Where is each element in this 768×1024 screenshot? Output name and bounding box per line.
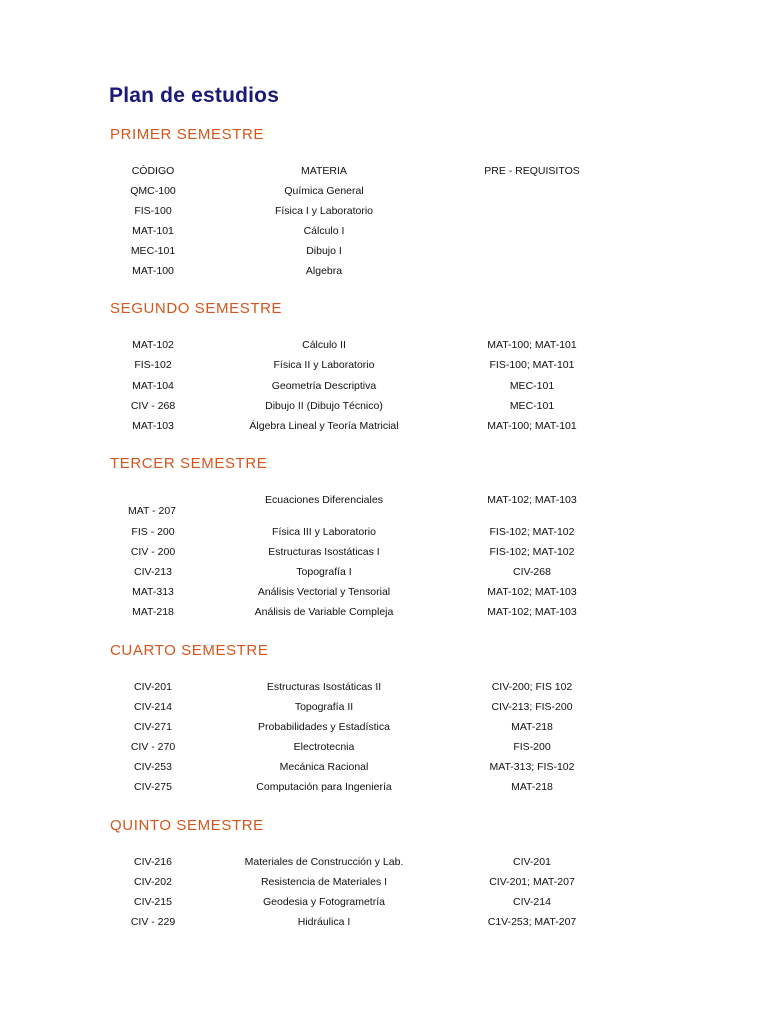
course-code: MEC-101: [130, 245, 176, 257]
course-code: CIV-275: [134, 781, 172, 793]
course-subject: Análisis Vectorial y Tensorial: [257, 586, 391, 598]
course-code: CIV - 200: [130, 546, 176, 558]
course-subject: Física II y Laboratorio: [273, 359, 375, 371]
course-code: CIV-214: [134, 701, 172, 713]
semester-heading: SEGUNDO SEMESTRE: [110, 300, 283, 317]
course-prereq: MEC-101: [509, 380, 555, 392]
course-code: MAT-103: [132, 420, 174, 432]
course-subject: Física III y Laboratorio: [272, 526, 376, 538]
course-code: MAT-100: [132, 265, 174, 277]
page-title: Plan de estudios: [109, 84, 280, 107]
course-subject: Química General: [284, 185, 364, 197]
semester-heading: PRIMER SEMESTRE: [110, 126, 265, 143]
course-prereq: CIV-268: [513, 566, 551, 578]
course-code: CIV - 229: [130, 916, 176, 928]
course-subject: Física I y Laboratorio: [274, 205, 374, 217]
course-subject: Dibujo II (Dibujo Técnico): [265, 400, 383, 412]
semester-heading: CUARTO SEMESTRE: [110, 642, 269, 659]
course-code: CIV-253: [134, 761, 172, 773]
course-code: CIV - 270: [130, 741, 176, 753]
course-subject: Electrotecnia: [293, 741, 355, 753]
course-subject: Materiales de Construcción y Lab.: [244, 856, 404, 868]
course-prereq: CIV-201: [513, 856, 551, 868]
course-subject: Mecánica Racional: [279, 761, 369, 773]
course-subject: Ecuaciones Diferenciales: [265, 494, 383, 506]
course-prereq: MAT-102; MAT-103: [487, 606, 577, 618]
course-subject: Topografía II: [294, 701, 354, 713]
course-prereq: C1V-253; MAT-207: [487, 916, 577, 928]
course-code: CIV-213: [134, 566, 172, 578]
course-subject: Probabilidades y Estadística: [258, 721, 390, 733]
course-code: CIV-271: [134, 721, 172, 733]
course-code: QMC-100: [130, 185, 176, 197]
course-prereq: MAT-100; MAT-101: [487, 420, 577, 432]
course-subject: Resistencia de Materiales I: [260, 876, 388, 888]
course-prereq: MAT-218: [511, 781, 553, 793]
course-code: MAT - 207: [127, 505, 177, 517]
course-prereq: FIS-102; MAT-102: [489, 526, 575, 538]
course-subject: Cálculo I: [303, 225, 345, 237]
course-code: CIV-215: [134, 896, 172, 908]
course-prereq: FIS-102; MAT-102: [489, 546, 575, 558]
course-code: MAT-104: [132, 380, 174, 392]
course-prereq: MAT-102; MAT-103: [487, 586, 577, 598]
course-subject: Álgebra Lineal y Teoría Matricial: [249, 420, 399, 432]
course-prereq: MAT-100; MAT-101: [487, 339, 577, 351]
course-prereq: FIS-200: [513, 741, 551, 753]
course-subject: Estructuras Isostáticas II: [266, 681, 382, 693]
course-code: CIV - 268: [130, 400, 176, 412]
course-subject: Dibujo I: [306, 245, 342, 257]
course-prereq: CIV-201; MAT-207: [489, 876, 575, 888]
column-header-subject: MATERIA: [301, 165, 347, 177]
course-subject: Topografía I: [296, 566, 352, 578]
course-prereq: CIV-200; FIS 102: [491, 681, 573, 693]
course-subject: Algebra: [305, 265, 343, 277]
course-code: FIS-102: [134, 359, 172, 371]
column-header-code: CÓDIGO: [131, 165, 175, 177]
course-code: FIS-100: [134, 205, 172, 217]
course-code: CIV-202: [134, 876, 172, 888]
course-code: MAT-102: [132, 339, 174, 351]
course-prereq: MAT-102; MAT-103: [487, 494, 577, 506]
course-code: MAT-218: [132, 606, 174, 618]
column-header-prereq: PRE - REQUISITOS: [484, 165, 580, 177]
course-prereq: FIS-100; MAT-101: [489, 359, 575, 371]
course-prereq: MAT-218: [511, 721, 553, 733]
course-subject: Análisis de Variable Compleja: [254, 606, 394, 618]
course-subject: Hidráulica I: [297, 916, 351, 928]
course-code: CIV-216: [134, 856, 172, 868]
course-prereq: CIV-214: [513, 896, 551, 908]
course-code: MAT-101: [132, 225, 174, 237]
course-subject: Cálculo II: [302, 339, 346, 351]
course-subject: Estructuras Isostáticas I: [268, 546, 380, 558]
course-prereq: MAT-313; FIS-102: [489, 761, 575, 773]
course-code: CIV-201: [134, 681, 172, 693]
course-code: MAT-313: [132, 586, 174, 598]
course-subject: Geodesia y Fotogrametría: [263, 896, 385, 908]
course-subject: Geometría Descriptiva: [271, 380, 377, 392]
course-code: FIS - 200: [131, 526, 175, 538]
course-prereq: MEC-101: [509, 400, 555, 412]
course-subject: Computación para Ingeniería: [256, 781, 392, 793]
semester-heading: QUINTO SEMESTRE: [110, 817, 264, 834]
semester-heading: TERCER SEMESTRE: [110, 455, 268, 472]
course-prereq: CIV-213; FIS-200: [491, 701, 573, 713]
